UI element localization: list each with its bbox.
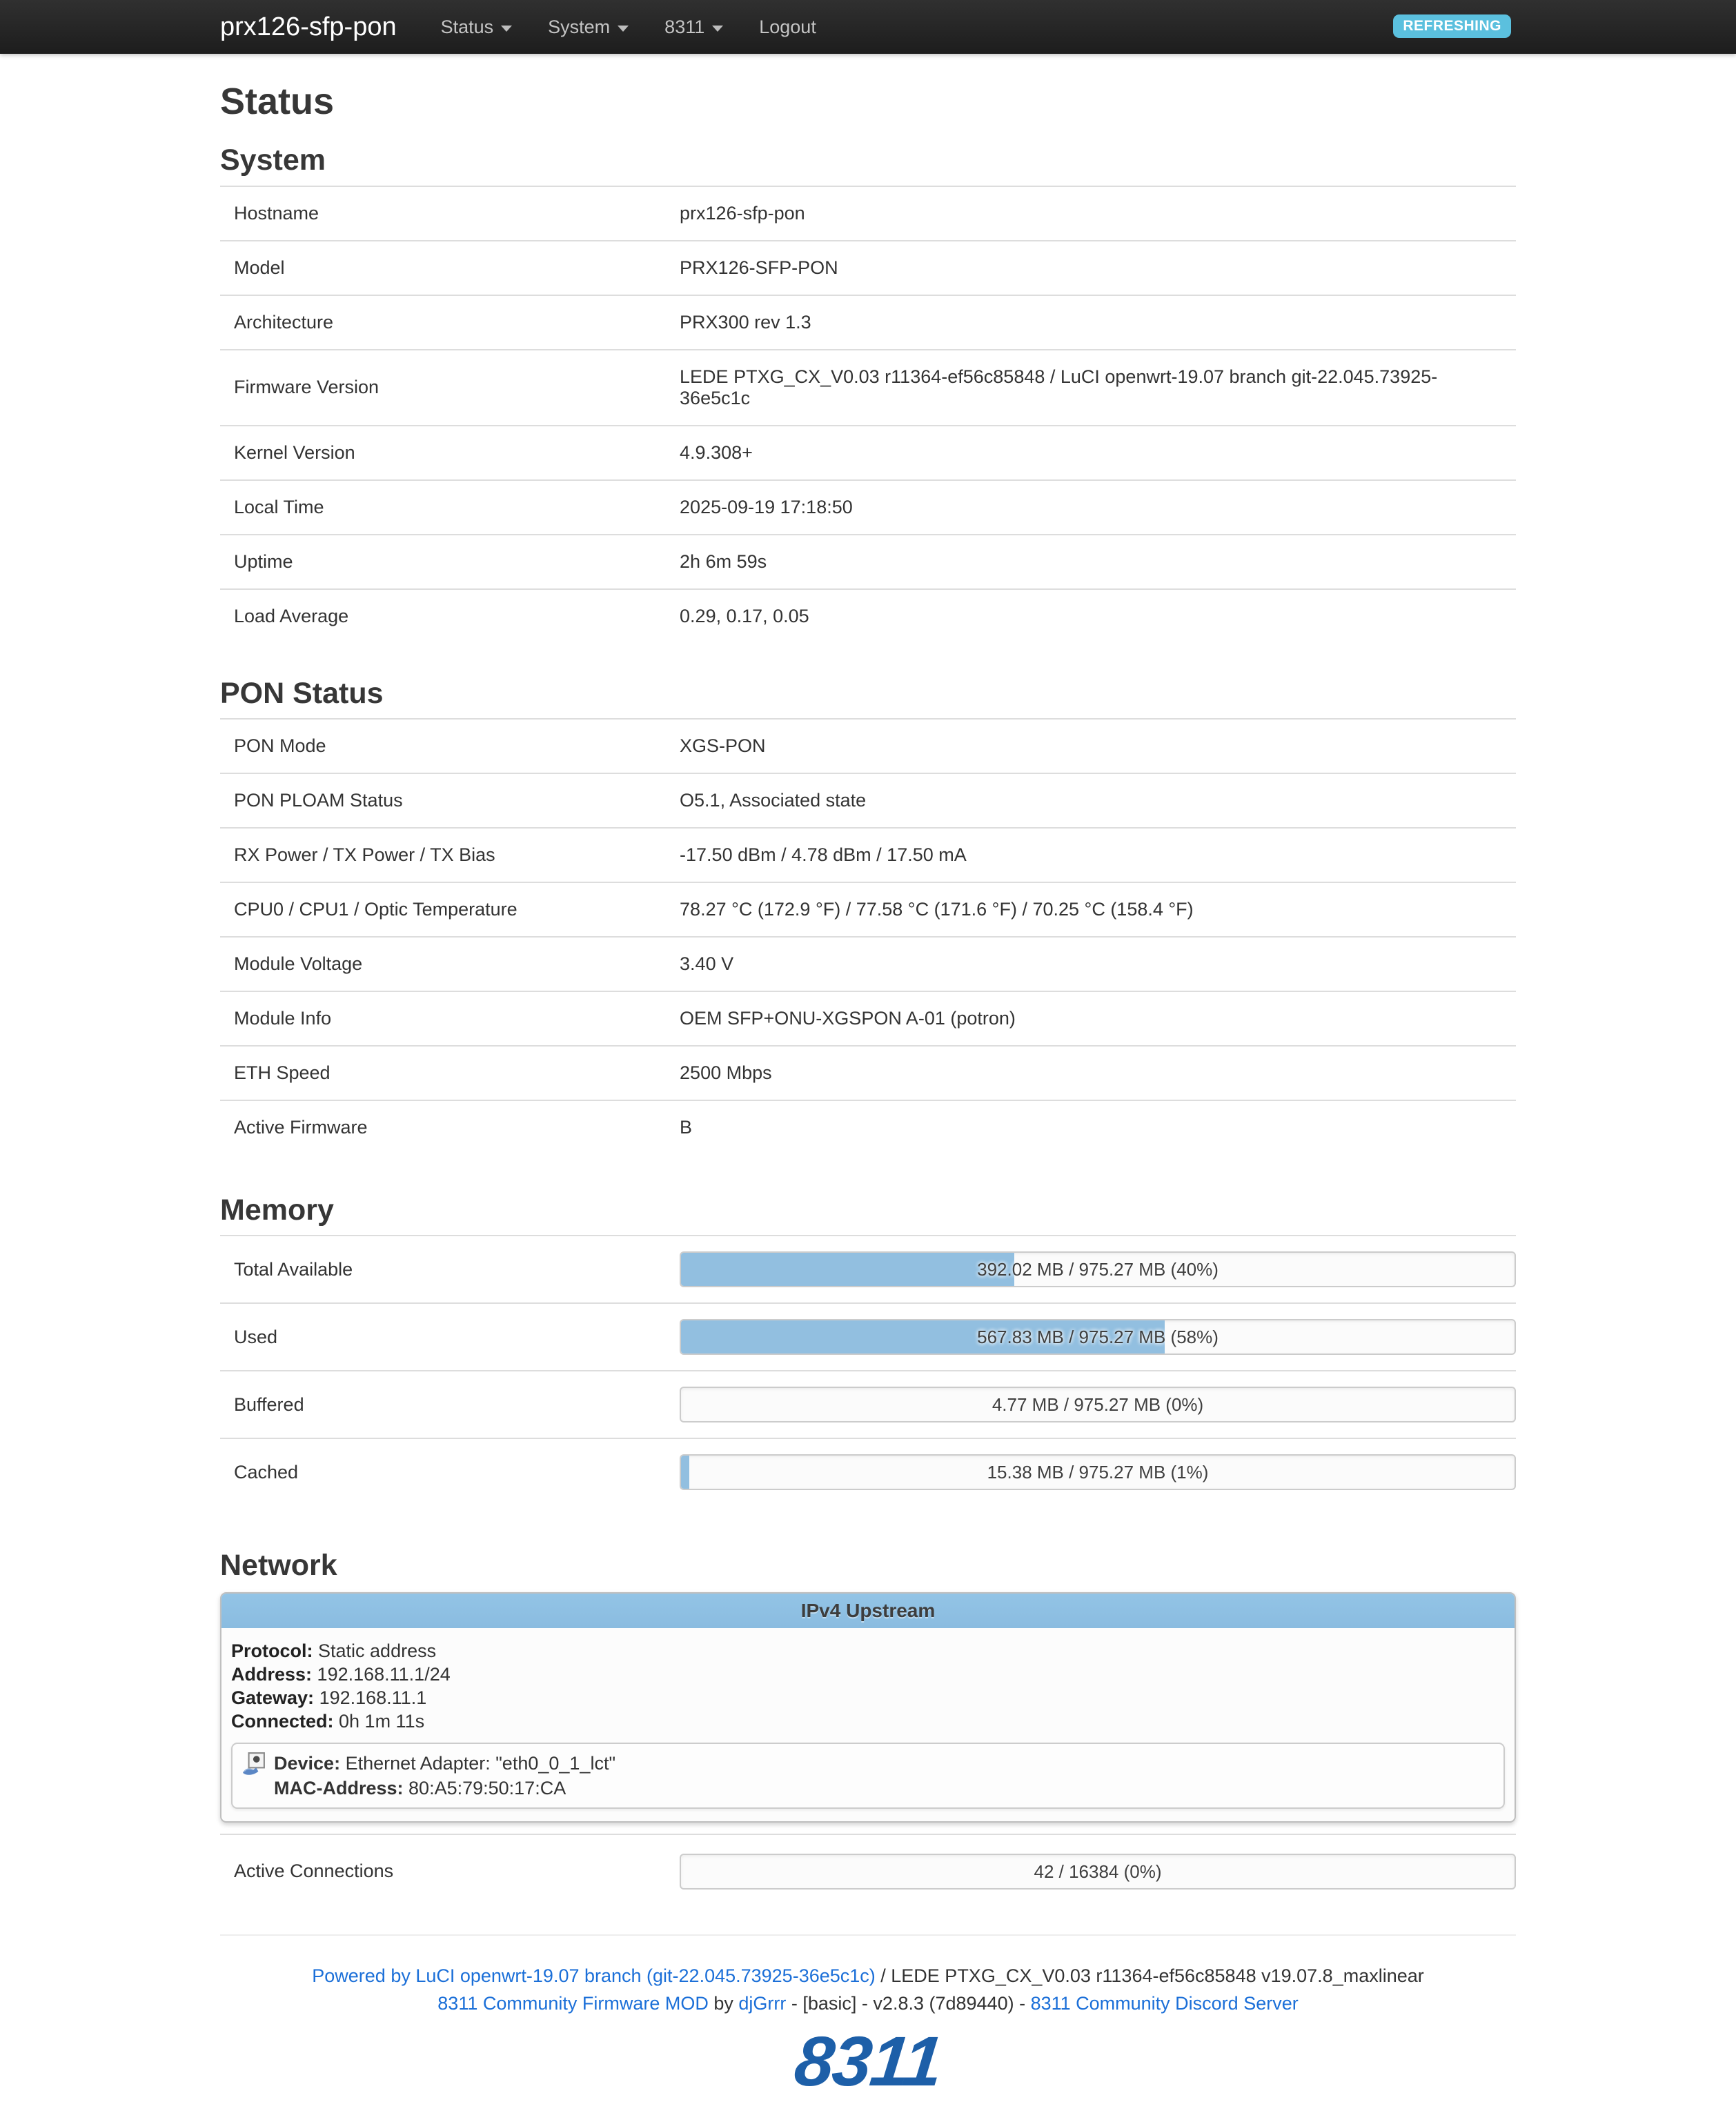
memory-total-available-bar <box>680 1251 1516 1287</box>
nav-logout[interactable] <box>759 17 816 38</box>
row-value: OEM SFP+ONU-XGSPON A-01 (potron) <box>666 991 1516 1046</box>
row-label: Cached <box>220 1438 666 1505</box>
field-value: Static address <box>318 1640 437 1661</box>
footer-version-text: - [basic] - v2.8.3 (7d89440) - <box>786 1992 1031 2014</box>
row-label: Architecture <box>220 295 666 350</box>
row-label: Firmware Version <box>220 350 666 426</box>
row-label: Active Firmware <box>220 1100 666 1154</box>
table-row <box>220 480 1516 535</box>
nav-8311-menu[interactable] <box>664 17 723 38</box>
table-row <box>220 426 1516 480</box>
row-label: Load Average <box>220 589 666 643</box>
nav-status-menu[interactable] <box>441 17 513 38</box>
row-label: Active Connections <box>220 1834 666 1908</box>
row-value: 78.27 °C (172.9 °F) / 77.58 °C (171.6 °F) / 70.25 °C (158.4 °F) <box>666 882 1516 937</box>
nav-system-menu[interactable] <box>548 17 629 38</box>
row-value: prx126-sfp-pon <box>666 186 1516 241</box>
device-box <box>231 1743 1505 1809</box>
logo-8311: 8311 <box>791 2021 945 2101</box>
row-label: Module Info <box>220 991 666 1046</box>
table-row <box>220 350 1516 426</box>
luci-branch-link[interactable]: Powered by LuCI openwrt-19.07 branch (git-22.045.73925-36e5c1c) <box>312 1965 876 1986</box>
protocol-line <box>231 1639 1505 1663</box>
footer-firmware-text: / LEDE PTXG_CX_V0.03 r11364-ef56c85848 v19.07.8_maxlinear <box>875 1965 1424 1986</box>
row-value <box>666 1371 1516 1438</box>
page-title: Status <box>220 81 335 122</box>
mac-address-line <box>274 1776 1494 1801</box>
address-line <box>231 1663 1505 1686</box>
row-value: 2500 Mbps <box>666 1046 1516 1100</box>
device-value: Ethernet Adapter: "eth0_0_1_lct" <box>345 1752 616 1774</box>
device-label: Device: <box>274 1752 341 1774</box>
field-label: Connected: <box>231 1710 334 1732</box>
gateway-line <box>231 1686 1505 1709</box>
row-label: PON Mode <box>220 719 666 773</box>
row-label: PON PLOAM Status <box>220 773 666 828</box>
mac-value: 80:A5:79:50:17:CA <box>408 1777 566 1798</box>
system-table <box>220 186 1516 643</box>
memory-buffered-bar <box>680 1387 1516 1422</box>
row-label: Local Time <box>220 480 666 535</box>
table-row <box>220 1100 1516 1154</box>
table-row <box>220 991 1516 1046</box>
row-value: 2025-09-19 17:18:50 <box>666 480 1516 535</box>
field-value: 0h 1m 11s <box>339 1710 425 1732</box>
table-row <box>220 719 1516 773</box>
footer-sep-text: by <box>708 1992 739 2014</box>
brand-hostname[interactable]: prx126-sfp-pon <box>220 12 397 41</box>
table-row <box>220 828 1516 882</box>
refreshing-badge[interactable]: REFRESHING <box>1393 14 1511 38</box>
memory-used-bar <box>680 1319 1516 1355</box>
row-value: -17.50 dBm / 4.78 dBm / 17.50 mA <box>666 828 1516 882</box>
chevron-down-icon <box>712 26 723 32</box>
ethernet-adapter-icon <box>242 1752 266 1775</box>
row-value: 2h 6m 59s <box>666 535 1516 589</box>
active-connections-table <box>220 1834 1516 1908</box>
table-row <box>220 1834 1516 1908</box>
row-value <box>666 1303 1516 1371</box>
table-row <box>220 882 1516 937</box>
table-row <box>220 535 1516 589</box>
section-title-system: System <box>220 143 326 177</box>
table-row <box>220 1371 1516 1438</box>
footer-divider <box>220 1934 1516 1936</box>
row-label: Hostname <box>220 186 666 241</box>
table-row <box>220 773 1516 828</box>
active-connections-bar <box>680 1854 1516 1890</box>
table-row <box>220 589 1516 643</box>
nav-logout-label: Logout <box>759 16 816 37</box>
row-value: LEDE PTXG_CX_V0.03 r11364-ef56c85848 / LuCI openwrt-19.07 branch git-22.045.73925-36e5c1c <box>666 350 1516 426</box>
section-title-memory: Memory <box>220 1193 334 1227</box>
row-value <box>666 1834 1516 1908</box>
connected-line <box>231 1709 1505 1733</box>
table-row <box>220 937 1516 991</box>
table-row <box>220 1438 1516 1505</box>
table-row <box>220 1236 1516 1303</box>
table-row <box>220 1046 1516 1100</box>
progressbar-text: 392.02 MB / 975.27 MB (40%) <box>977 1259 1219 1280</box>
row-value: 4.9.308+ <box>666 426 1516 480</box>
table-row <box>220 1303 1516 1371</box>
progressbar-text: 4.77 MB / 975.27 MB (0%) <box>992 1394 1204 1416</box>
row-label: Module Voltage <box>220 937 666 991</box>
table-row <box>220 295 1516 350</box>
field-value: 192.168.11.1/24 <box>317 1663 451 1685</box>
progressbar-text: 15.38 MB / 975.27 MB (1%) <box>987 1462 1209 1483</box>
field-label: Protocol: <box>231 1640 313 1661</box>
nav-system-label: System <box>548 16 611 37</box>
row-value <box>666 1438 1516 1505</box>
progressbar-text: 567.83 MB / 975.27 MB (58%) <box>977 1327 1219 1348</box>
row-value <box>666 1236 1516 1303</box>
ipv4-upstream-box <box>220 1592 1516 1823</box>
pon-status-table <box>220 718 1516 1154</box>
row-label: Uptime <box>220 535 666 589</box>
chevron-down-icon <box>618 26 629 32</box>
top-navbar <box>0 0 1736 54</box>
nav-8311-label: 8311 <box>664 16 705 37</box>
table-row <box>220 241 1516 295</box>
row-label: Kernel Version <box>220 426 666 480</box>
section-title-network: Network <box>220 1549 337 1583</box>
memory-table <box>220 1235 1516 1505</box>
memory-cached-bar <box>680 1454 1516 1490</box>
djgrrr-link[interactable]: djGrrr <box>738 1992 787 2014</box>
row-value: PRX126-SFP-PON <box>666 241 1516 295</box>
ipv4-upstream-header: IPv4 Upstream <box>221 1594 1515 1628</box>
table-row <box>220 186 1516 241</box>
row-label: RX Power / TX Power / TX Bias <box>220 828 666 882</box>
row-label: Used <box>220 1303 666 1371</box>
nav-status-label: Status <box>440 16 494 37</box>
section-title-pon-status: PON Status <box>220 676 384 710</box>
row-value: 0.29, 0.17, 0.05 <box>666 589 1516 643</box>
row-label: ETH Speed <box>220 1046 666 1100</box>
footer-line2 <box>220 1990 1516 2017</box>
row-label: Total Available <box>220 1236 666 1303</box>
discord-server-link[interactable]: 8311 Community Discord Server <box>1030 1992 1299 2014</box>
footer <box>220 1962 1516 2017</box>
row-label: Model <box>220 241 666 295</box>
row-value: XGS-PON <box>666 719 1516 773</box>
community-firmware-link[interactable]: 8311 Community Firmware MOD <box>437 1992 709 2014</box>
row-value: B <box>666 1100 1516 1154</box>
row-label: CPU0 / CPU1 / Optic Temperature <box>220 882 666 937</box>
row-label: Buffered <box>220 1371 666 1438</box>
row-value: PRX300 rev 1.3 <box>666 295 1516 350</box>
footer-line1 <box>220 1962 1516 1990</box>
device-line <box>242 1751 1494 1776</box>
field-label: Address: <box>231 1663 313 1685</box>
progressbar-text: 42 / 16384 (0%) <box>1034 1861 1162 1882</box>
field-label: Gateway: <box>231 1687 315 1708</box>
mac-label: MAC-Address: <box>274 1777 404 1798</box>
row-value: O5.1, Associated state <box>666 773 1516 828</box>
chevron-down-icon <box>501 26 512 32</box>
row-value: 3.40 V <box>666 937 1516 991</box>
field-value: 192.168.11.1 <box>319 1687 427 1708</box>
